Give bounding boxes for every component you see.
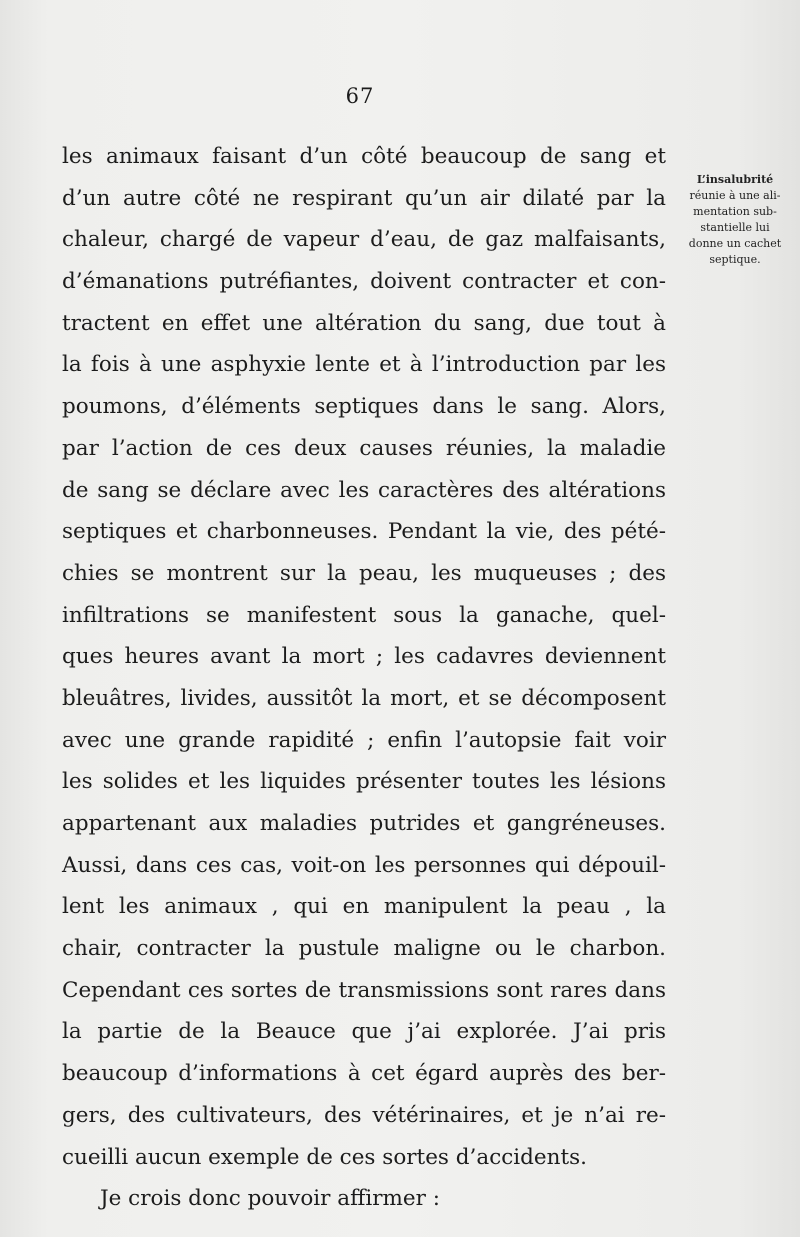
text-line: cueilli aucun exemple de ces sortes d’accidents. — [62, 1144, 587, 1170]
text-line: Je crois donc pouvoir affirmer : — [100, 1186, 440, 1212]
margin-note-line: donne un cachet — [688, 237, 782, 250]
text-line: gers, des cultivateurs, des vétérinaires, et je n’ai re- — [62, 1102, 666, 1128]
text-line: d’un autre côté ne respirant qu’un air dilaté par la — [62, 185, 666, 211]
text-line: avec une grande rapidité ; enfin l’autopsie fait voir — [62, 727, 666, 753]
text-line: appartenant aux maladies putrides et gangréneuses. — [62, 811, 666, 836]
text-line: chair, contracter la pustule maligne ou le charbon. — [62, 936, 666, 962]
text-line: la partie de la Beauce que j’ai explorée. J’ai pris — [62, 1019, 666, 1045]
margin-note-line: L’insalubrité — [696, 173, 774, 186]
text-line: ques heures avant la mort ; les cadavres deviennent — [62, 644, 666, 670]
text-line: tractent en effet une altération du sang, due tout à — [62, 310, 666, 336]
text-line: bleuâtres, livides, aussitôt la mort, et se décomposent — [62, 685, 666, 711]
text-line: la fois à une asphyxie lente et à l’introduction par les — [62, 352, 666, 378]
text-line: Cependant ces sortes de transmissions sont rares dans — [62, 977, 666, 1003]
text-line: par l’action de ces deux causes réunies, la maladie — [62, 435, 666, 461]
margin-note-line: septique. — [709, 253, 761, 266]
text-line: septiques et charbonneuses. Pendant la vie, des pété- — [62, 519, 666, 545]
margin-note — [676, 172, 794, 268]
body-text — [62, 136, 666, 1220]
text-line: Aussi, dans ces cas, voit-on les personnes qui dépouil- — [62, 852, 666, 878]
text-line: d’émanations putréfiantes, doivent contracter et con- — [62, 269, 666, 295]
margin-note-line: mentation sub- — [693, 205, 777, 218]
text-line: chaleur, chargé de vapeur d’eau, de gaz malfaisants, — [62, 227, 666, 253]
text-line: de sang se déclare avec les caractères des altérations — [62, 477, 666, 503]
text-line: lent les animaux , qui en manipulent la peau , la — [62, 894, 666, 920]
margin-note-line: réunie à une ali- — [689, 189, 781, 202]
text-line: chies se montrent sur la peau, les muqueuses ; des — [62, 560, 666, 586]
text-line: infiltrations se manifestent sous la ganache, quel- — [62, 602, 666, 628]
text-line: les solides et les liquides présenter toutes les lésions — [62, 769, 666, 795]
margin-note-line: stantielle lui — [700, 221, 770, 234]
text-line: poumons, d’éléments septiques dans le sang. Alors, — [62, 394, 666, 420]
page-number: 67 — [345, 84, 375, 108]
text-line: beaucoup d’informations à cet égard auprès des ber- — [62, 1061, 666, 1087]
text-line: les animaux faisant d’un côté beaucoup de sang et — [62, 144, 666, 169]
